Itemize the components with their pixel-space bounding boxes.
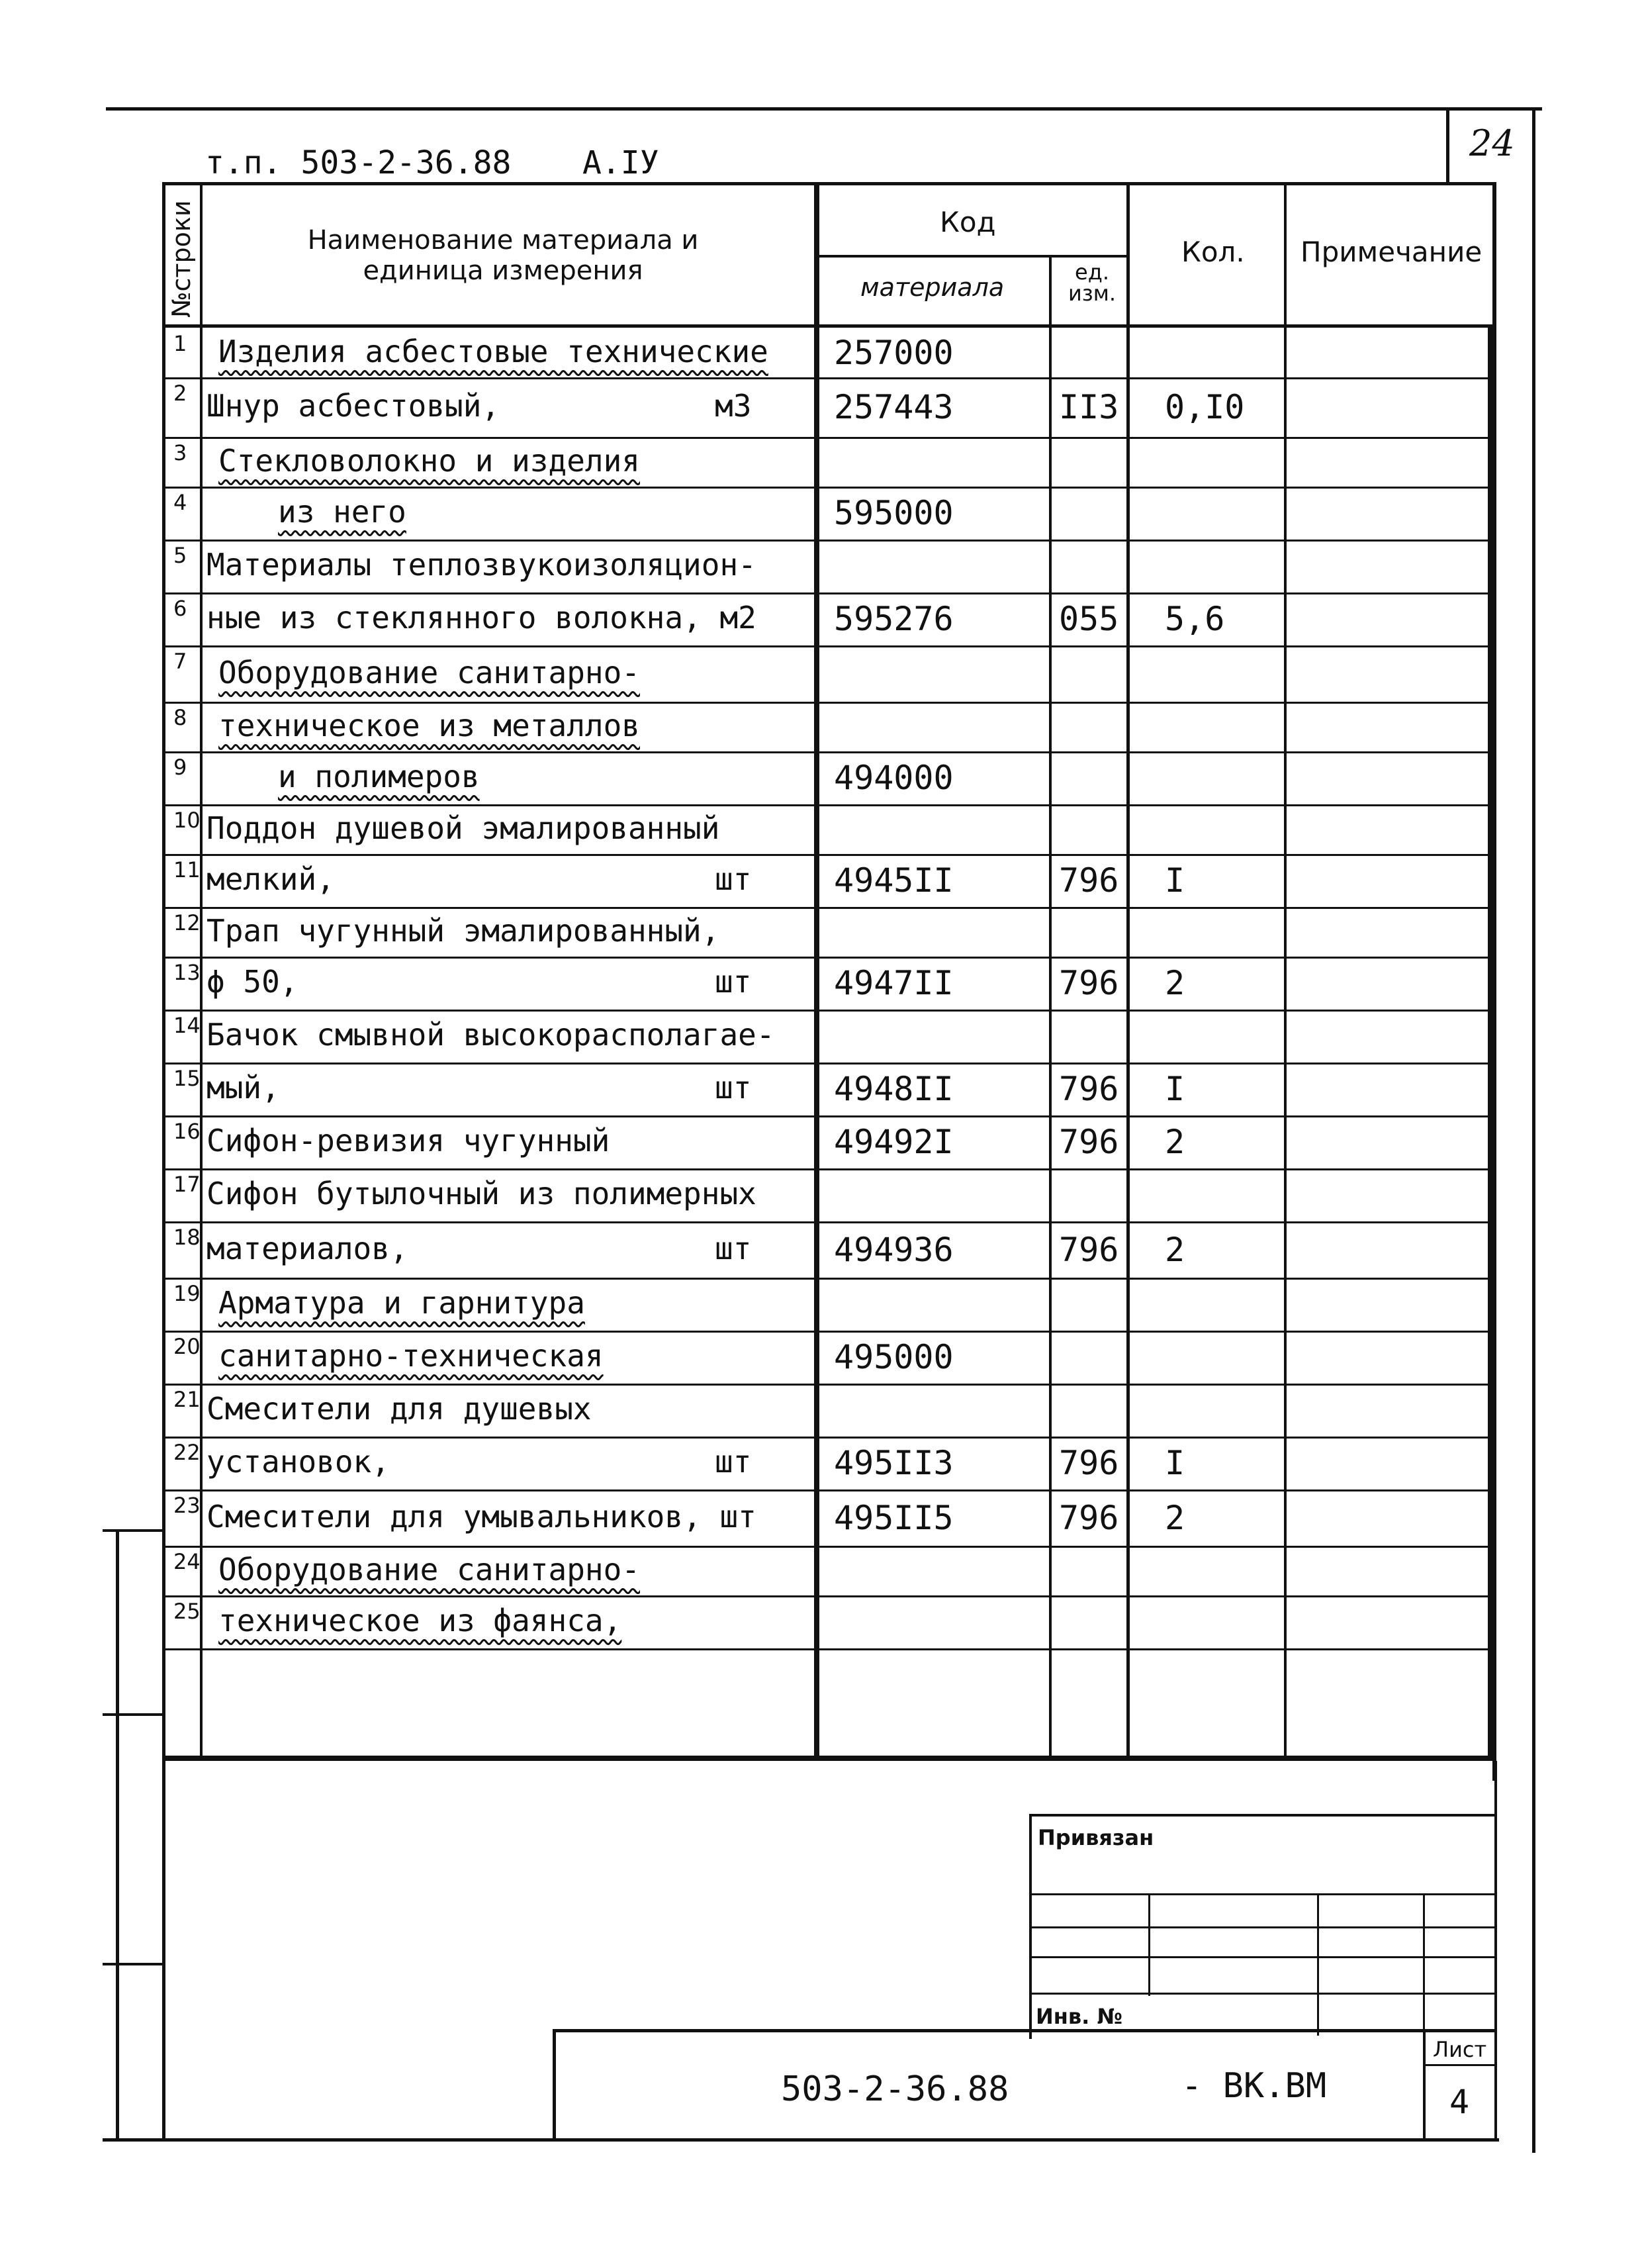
material-name: Изделия асбестовые технические — [218, 334, 768, 369]
material-name: из него — [278, 494, 406, 530]
page-number: 24 — [1469, 122, 1515, 164]
series-code: т.п. 503-2-36.88 — [205, 144, 512, 181]
bound-grid-h3 — [1029, 1956, 1496, 1958]
row-number: 21 — [173, 1387, 201, 1412]
material-unit: шт — [715, 1070, 752, 1106]
row-number: 7 — [173, 649, 187, 674]
material-code: 4948II — [834, 1070, 954, 1108]
unit-code: II3 — [1059, 388, 1119, 426]
material-code: 595000 — [834, 494, 954, 532]
bound-grid-h1 — [1029, 1893, 1496, 1895]
quantity: 5,6 — [1165, 600, 1225, 638]
material-name: ϕ 50, — [206, 964, 298, 1000]
row-divider — [165, 1648, 1492, 1650]
title-block-left — [553, 2029, 556, 2142]
bound-grid-v3 — [1423, 1893, 1425, 2036]
table-row — [0, 1278, 1642, 1331]
bound-grid-v1 — [1148, 1893, 1150, 1996]
unit-code: 055 — [1059, 600, 1119, 638]
sheet-box-left — [1423, 2029, 1426, 2142]
quantity: I — [1165, 1070, 1185, 1108]
name-header: Наименование материала и единица измерения — [307, 225, 699, 286]
table-row — [0, 1437, 1642, 1489]
quantity: 0,I0 — [1165, 388, 1245, 426]
row-number: 15 — [173, 1066, 201, 1091]
doc-mark: - ВК.ВМ — [1181, 2066, 1327, 2106]
unit-code: 796 — [1059, 1444, 1119, 1482]
title-block-top — [553, 2029, 1496, 2032]
bound-label: Привязан — [1038, 1825, 1154, 1850]
row-number: 10 — [173, 808, 201, 833]
quantity: 2 — [1165, 1231, 1185, 1269]
row-number: 19 — [173, 1281, 201, 1306]
material-name: Сифон бутылочный из полимерных — [206, 1176, 756, 1211]
material-name: Поддон душевой эмалированный — [206, 810, 720, 846]
material-unit: шт — [715, 964, 752, 1000]
table-row — [0, 804, 1642, 854]
table-row — [0, 1384, 1642, 1437]
table-row — [0, 592, 1642, 645]
material-code: 495000 — [834, 1338, 954, 1376]
table-row — [0, 957, 1642, 1010]
table-row — [0, 854, 1642, 907]
material-unit: шт — [715, 1231, 752, 1266]
quantity: I — [1165, 1444, 1185, 1482]
material-name: Материалы теплозвукоизоляцион- — [206, 547, 756, 583]
material-code: 495II3 — [834, 1444, 954, 1482]
table-row — [0, 328, 1642, 377]
bound-block-right — [1494, 1761, 1497, 2142]
code-unit-header: ед. изм. — [1068, 260, 1117, 306]
binding-tick-2 — [103, 1713, 165, 1716]
note-header: Примечание — [1300, 236, 1482, 268]
quantity: 2 — [1165, 1499, 1185, 1537]
doc-code: 503-2-36.88 — [781, 2069, 1009, 2109]
material-unit: шт — [715, 1444, 752, 1480]
inventory-number-label: Инв. № — [1036, 2004, 1122, 2029]
sheet-box-divider — [1423, 2064, 1496, 2066]
table-row — [0, 1221, 1642, 1278]
unit-code: 796 — [1059, 1070, 1119, 1108]
row-number: 22 — [173, 1440, 201, 1465]
row-number: 16 — [173, 1119, 201, 1144]
table-row — [0, 1546, 1642, 1595]
material-name: и полимеров — [278, 759, 480, 794]
material-unit: шт — [715, 861, 752, 897]
unit-code: 796 — [1059, 1123, 1119, 1161]
material-name: Стекловолокно и изделия — [218, 443, 640, 479]
material-name: мый, — [206, 1070, 280, 1106]
table-row — [0, 1168, 1642, 1221]
table-row — [0, 1595, 1642, 1648]
unit-code: 796 — [1059, 1499, 1119, 1537]
material-code: 494000 — [834, 759, 954, 797]
row-number: 1 — [173, 331, 187, 356]
material-name: ные из стеклянного волокна, м2 — [206, 600, 756, 636]
table-row — [0, 1331, 1642, 1384]
unit-code: 796 — [1059, 964, 1119, 1002]
binding-tick-3 — [103, 1963, 165, 1965]
material-code: 495II5 — [834, 1499, 954, 1537]
row-number: 20 — [173, 1334, 201, 1359]
table-row — [0, 377, 1642, 437]
table-row — [0, 645, 1642, 702]
row-number: 17 — [173, 1172, 201, 1197]
material-code: 49492I — [834, 1123, 954, 1161]
table-row — [0, 540, 1642, 592]
unit-code: 796 — [1059, 1231, 1119, 1269]
quantity: 2 — [1165, 1123, 1185, 1161]
material-code: 257443 — [834, 388, 954, 426]
material-code: 595276 — [834, 600, 954, 638]
bound-block-top — [1029, 1814, 1496, 1817]
row-number: 18 — [173, 1225, 201, 1250]
row-number: 6 — [173, 596, 187, 621]
row-number: 8 — [173, 705, 187, 730]
row-number: 2 — [173, 381, 187, 406]
bottom-frame-line — [103, 2138, 1499, 2142]
row-number: 9 — [173, 755, 187, 780]
row-number: 3 — [173, 440, 187, 465]
material-name: Оборудование санитарно- — [218, 1552, 640, 1587]
table-row — [0, 437, 1642, 487]
sheet-label: Лист — [1433, 2037, 1487, 2062]
material-code: 4947II — [834, 964, 954, 1002]
unit-code: 796 — [1059, 861, 1119, 900]
material-name: Бачок смывной высокорасполагае- — [206, 1017, 775, 1053]
table-row — [0, 1063, 1642, 1115]
code-header: Код — [940, 206, 996, 238]
sheet-number: 4 — [1449, 2083, 1470, 2121]
material-name: техническое из металлов — [218, 708, 640, 743]
material-unit: м3 — [715, 388, 752, 424]
row-number: 5 — [173, 543, 187, 568]
material-name: техническое из фаянса, — [218, 1603, 622, 1638]
row-number: 12 — [173, 910, 201, 935]
bound-grid-v2 — [1317, 1893, 1319, 2036]
material-name: Смесители для душевых — [206, 1391, 592, 1427]
material-name: Смесители для умывальников, шт — [206, 1499, 756, 1535]
table-row — [0, 751, 1642, 804]
material-name: Трап чугунный эмалированный, — [206, 913, 720, 949]
material-name: материалов, — [206, 1231, 408, 1266]
material-code: 494936 — [834, 1231, 954, 1269]
material-name: санитарно-техническая — [218, 1338, 604, 1374]
bound-grid-h4 — [1029, 1993, 1496, 1995]
material-name: Шнур асбестовый, — [206, 388, 500, 424]
table-row — [0, 1115, 1642, 1168]
table-row — [0, 1489, 1642, 1546]
row-number-header: №строки — [167, 200, 196, 318]
row-number: 14 — [173, 1013, 201, 1038]
table-row — [0, 702, 1642, 751]
material-name: мелкий, — [206, 861, 335, 897]
binding-line-left — [116, 1529, 119, 2142]
row-number: 13 — [173, 960, 201, 985]
material-name: Сифон-ревизия чугунный — [206, 1123, 610, 1158]
table-row — [0, 487, 1642, 540]
row-number: 23 — [173, 1493, 201, 1518]
row-number: 24 — [173, 1549, 201, 1574]
album-code: А.IУ — [582, 144, 659, 181]
row-number: 11 — [173, 857, 201, 882]
table-row — [0, 907, 1642, 957]
table-row — [0, 1010, 1642, 1063]
code-material-header: материала — [860, 273, 1005, 302]
quantity: I — [1165, 861, 1185, 900]
binding-tick-1 — [103, 1529, 165, 1532]
row-number: 4 — [173, 490, 187, 515]
material-name: Арматура и гарнитура — [218, 1285, 585, 1321]
bound-grid-h2 — [1029, 1926, 1496, 1928]
row-number: 25 — [173, 1599, 201, 1624]
material-code: 257000 — [834, 334, 954, 372]
material-name: Оборудование санитарно- — [218, 655, 640, 690]
material-name: установок, — [206, 1444, 390, 1480]
quantity: 2 — [1165, 964, 1185, 1002]
qty-header: Кол. — [1181, 236, 1245, 268]
material-code: 4945II — [834, 861, 954, 900]
